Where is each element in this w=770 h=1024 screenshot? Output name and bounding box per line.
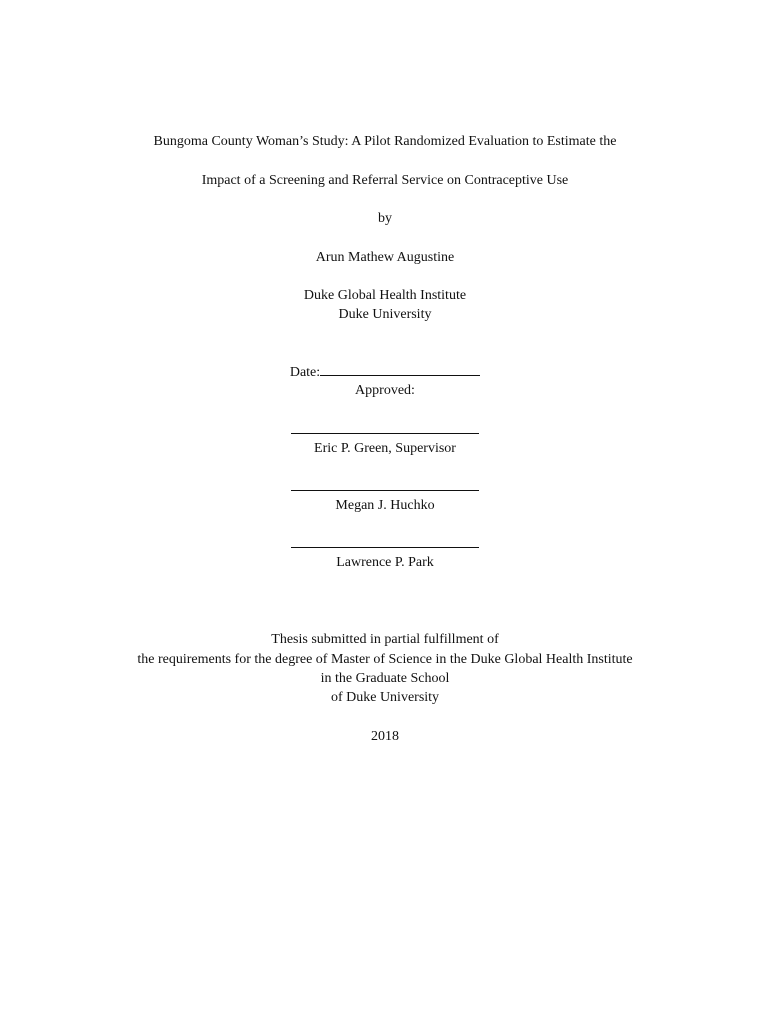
submission-line-4: of Duke University — [330, 690, 440, 705]
approved-label: Approved: — [355, 383, 415, 398]
submission-line-1: Thesis submitted in partial fulfillment of — [271, 632, 499, 647]
submission-line-2: the requirements for the degree of Master of Science in the Duke Global Health Institute — [137, 652, 633, 667]
signature-line-1 — [0, 420, 770, 440]
author-name: Arun Mathew Augustine — [315, 250, 455, 265]
committee-member-3: Lawrence P. Park — [336, 555, 434, 570]
institute-name: Duke Global Health Institute — [303, 288, 467, 303]
signature-line-2 — [0, 477, 770, 497]
signature-line-3 — [0, 534, 770, 554]
submission-line-3: in the Graduate School — [320, 671, 450, 686]
committee-member-2: Megan J. Huchko — [335, 498, 435, 513]
thesis-title-line-2: Impact of a Screening and Referral Service on Contraceptive Use — [201, 173, 569, 188]
by-label: by — [378, 211, 392, 226]
university-name: Duke University — [338, 307, 432, 322]
date-signature-line — [320, 362, 480, 376]
thesis-title-line-1: Bungoma County Woman’s Study: A Pilot Randomized Evaluation to Estimate the — [153, 134, 617, 149]
date-row — [0, 362, 770, 382]
submission-year: 2018 — [371, 729, 399, 744]
date-label: Date: — [289, 365, 321, 380]
committee-member-1: Eric P. Green, Supervisor — [314, 441, 456, 456]
